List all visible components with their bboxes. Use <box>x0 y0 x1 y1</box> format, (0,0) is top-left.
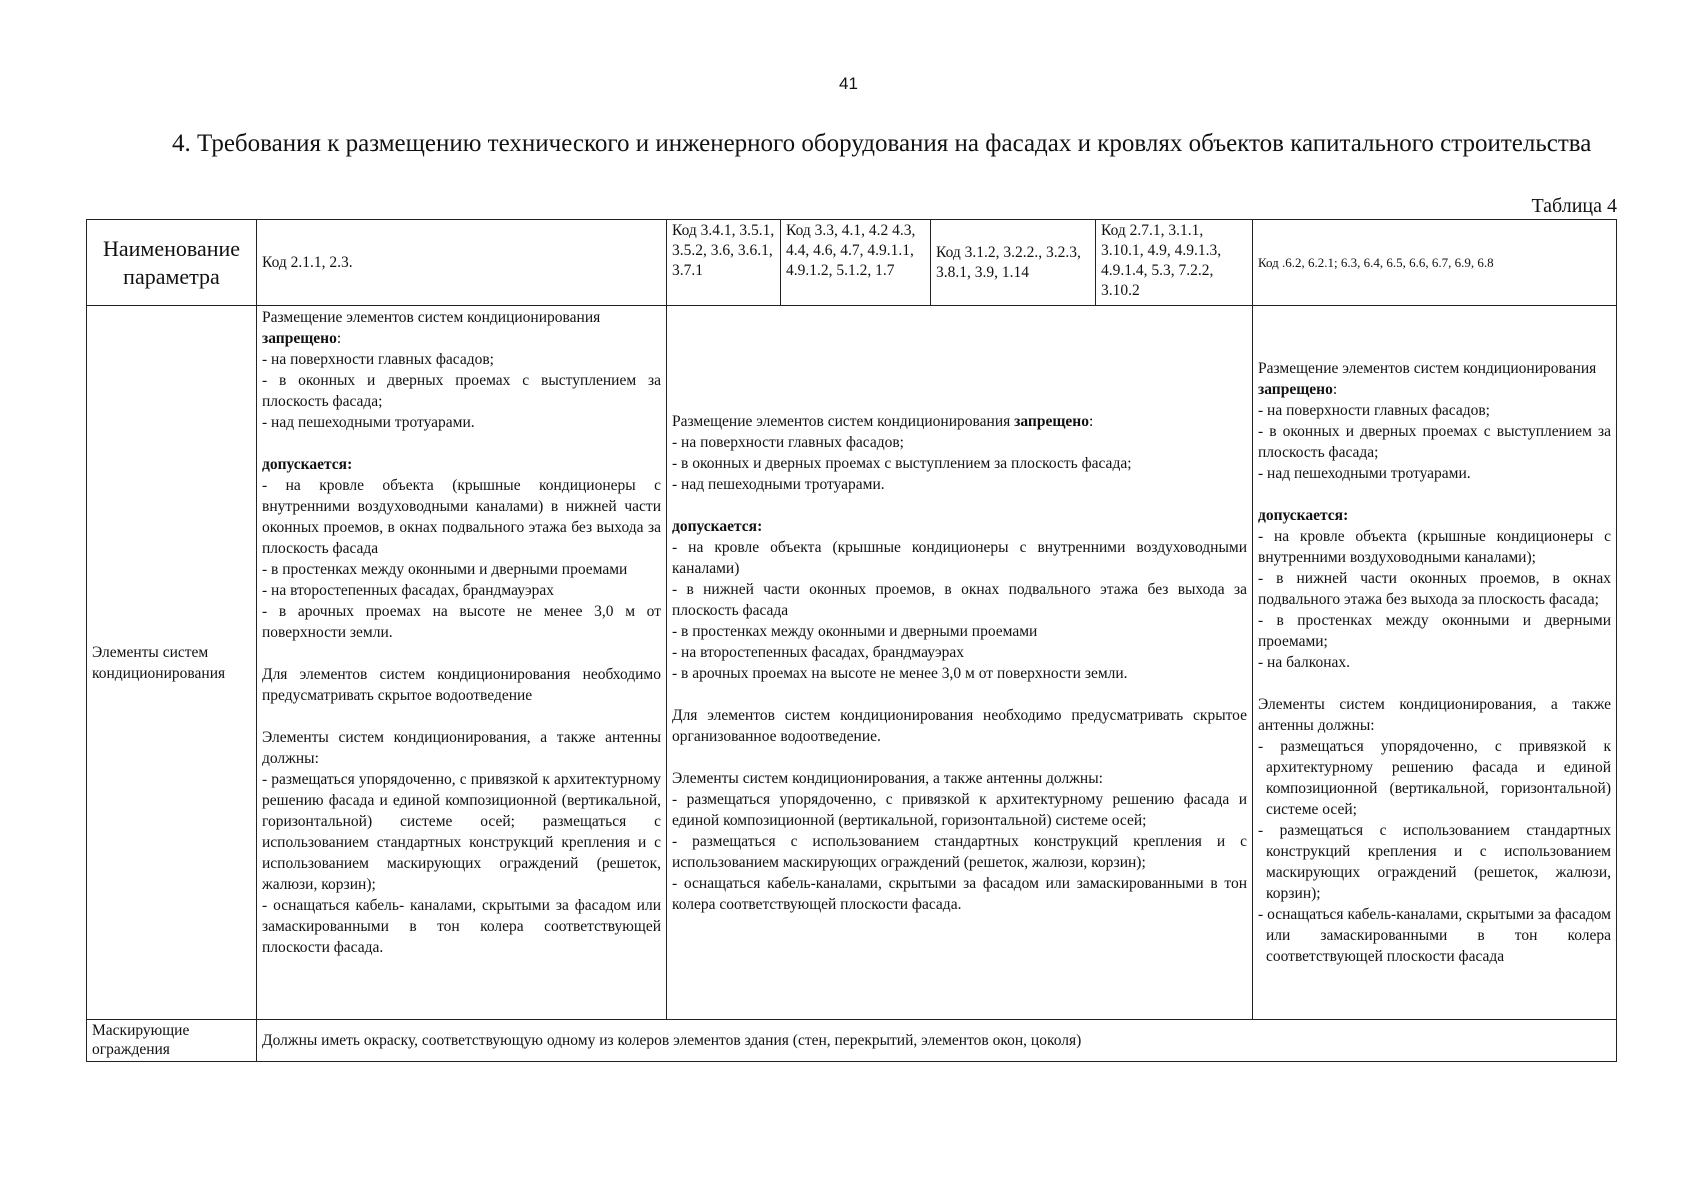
col1-allowed-item: - в простенках между оконными и дверными проемами <box>262 561 628 578</box>
col2-intro-text: Размещение элементов систем кондиционирования <box>672 412 1015 430</box>
col1-allowed-item: - на второстепенных фасадах, брандмауэрах <box>262 582 554 599</box>
col3-forbidden-word: запрещено <box>1258 381 1333 398</box>
table-caption: Таблица 4 <box>1531 195 1617 217</box>
col1-forbidden-item: - на поверхности главных фасадов; <box>262 351 494 368</box>
col2-forbidden-item: - на поверхности главных фасадов; <box>672 433 904 451</box>
col2-allowed-word: допускается: <box>672 517 763 535</box>
spacer <box>262 643 661 664</box>
spacer <box>262 433 661 454</box>
col1-forbidden-item: - в оконных и дверных проемах с выступлением за плоскость фасада; <box>262 372 661 410</box>
col1-allowed-word: допускается: <box>262 456 353 473</box>
col3-must-item: - оснащаться кабель-каналами, скрытыми за фасадом или замаскированными в тон колера соответствующей плоскости фасада <box>1258 906 1611 965</box>
col3-must-item: - размещаться упорядоченно, с привязкой к архитектурному решению фасада и единой композиционной (вертикальной, горизонтальной) системе осей; <box>1258 738 1611 818</box>
col1-allowed-item: - на кровле объекта (крышные кондиционеры с внутренними воздуховодными каналами) в нижней части оконных проемов, в окнах подвального этажа без выхода за плоскость фасада <box>262 477 661 557</box>
col3-allowed-item: - в нижней части оконных проемов, в окнах подвального этажа без выхода за плоскость фасада; <box>1258 570 1611 608</box>
col2-allowed-item: - на второстепенных фасадах, брандмауэрах <box>672 643 964 661</box>
header-code-col2: Код 3.4.1, 3.5.1, 3.5.2, 3.6, 3.6.1, 3.7.1 <box>667 220 781 306</box>
col2-allowed-item: - на кровле объекта (крышные кондиционеры с внутренними воздуховодными каналами) <box>672 538 1247 577</box>
col3-forbidden-item: - на поверхности главных фасадов; <box>1258 402 1490 419</box>
header-code-col6: Код .6.2, 6.2.1; 6.3, 6.4, 6.5, 6.6, 6.7, 6.9, 6.8 <box>1253 220 1617 306</box>
col2-forbidden-item: - в оконных и дверных проемах с выступлением за плоскость фасада; <box>672 454 1132 472</box>
col1-drainage: Для элементов систем кондиционирования необходимо предусматривать скрытое водоотведение <box>262 666 661 704</box>
requirements-col1 <box>257 306 667 1020</box>
section-heading: 4. Требования к размещению технического и инженерного оборудования на фасадах и кровлях объектов капитального строительства <box>172 130 1592 157</box>
col2-allowed-label <box>672 516 1247 537</box>
table-header-row <box>87 220 1617 306</box>
col2-must-item: - размещаться упорядоченно, с привязкой к архитектурному решению фасада и единой композиционной (вертикальной, горизонтальной) системе осей; <box>672 790 1247 829</box>
page-number: 41 <box>839 74 858 93</box>
row-air-conditioning <box>87 306 1617 1020</box>
spacer <box>262 706 661 727</box>
requirements-col2 <box>667 306 1253 1020</box>
col1-allowed-label <box>262 454 661 475</box>
requirements-table <box>86 219 1617 1062</box>
col3-forbidden-item: - над пешеходными тротуарами. <box>1258 465 1471 482</box>
col2-forbidden-colon: : <box>1088 412 1094 430</box>
col2-allowed-item: - в нижней части оконных проемов, в окнах подвального этажа без выхода за плоскость фасада <box>672 580 1247 619</box>
col2-must-label: Элементы систем кондиционирования, а также антенны должны: <box>672 769 1103 787</box>
col3-allowed-item: - в простенках между оконными и дверными проемами; <box>1258 612 1611 650</box>
header-code-col3: Код 3.3, 4.1, 4.2 4.3, 4.4, 4.6, 4.7, 4.9.1.1, 4.9.1.2, 5.1.2, 1.7 <box>781 220 931 306</box>
requirements-col3 <box>1253 306 1617 1020</box>
spacer <box>672 495 1247 516</box>
col3-forbidden-colon: : <box>1332 381 1338 398</box>
col1-intro: Размещение элементов систем кондиционирования <box>262 309 601 326</box>
col3-allowed-item: - на балконах. <box>1258 654 1351 671</box>
spacer <box>672 747 1247 768</box>
header-code-col4: Код 3.1.2, 3.2.2., 3.2.3, 3.8.1, 3.9, 1.14 <box>931 220 1096 306</box>
col2-must-item: - размещаться с использованием стандартных конструкций крепления и с использованием маскирующих ограждений (решеток, жалюзи, корзин); <box>672 832 1247 871</box>
col2-intro <box>672 411 1247 432</box>
masking-fences-text: Должны иметь окраску, соответствующую одному из колеров элементов здания (стен, перекрытий, элементов окон, цоколя) <box>257 1020 1617 1062</box>
row-label-masking-fences: Маскирующие ограждения <box>87 1020 257 1062</box>
col3-must-item: - размещаться с использованием стандартных конструкций крепления и с использованием маскирующих ограждений (решеток, жалюзи, корзин); <box>1258 822 1611 902</box>
col3-allowed-item: - на кровле объекта (крышные кондиционеры с внутренними воздуховодными каналами); <box>1258 528 1611 566</box>
col1-must-label: Элементы систем кондиционирования, а также антенны должны: <box>262 729 661 767</box>
col3-must-label: Элементы систем кондиционирования, а также антенны должны: <box>1258 696 1611 734</box>
col1-forbidden-item: - над пешеходными тротуарами. <box>262 414 475 431</box>
col1-allowed-item: - в арочных проемах на высоте не менее 3,0 м от поверхности земли. <box>262 603 661 641</box>
col3-forbidden-label <box>1258 379 1611 400</box>
col3-allowed-label <box>1258 505 1611 526</box>
header-param: Наименование параметра <box>87 220 257 306</box>
spacer <box>672 684 1247 705</box>
col1-must-item: - оснащаться кабель- каналами, скрытыми за фасадом или замаскированными в тон колера соответствующей плоскости фасада. <box>262 897 661 956</box>
header-code-col5: Код 2.7.1, 3.1.1, 3.10.1, 4.9, 4.9.1.3, 4.9.1.4, 5.3, 7.2.2, 3.10.2 <box>1096 220 1253 306</box>
spacer <box>1258 484 1611 505</box>
col1-forbidden-colon: : <box>336 330 342 347</box>
col2-allowed-item: - в арочных проемах на высоте не менее 3,0 м от поверхности земли. <box>672 664 1128 682</box>
col1-forbidden-label <box>262 328 661 349</box>
col2-drainage: Для элементов систем кондиционирования необходимо предусматривать скрытое организованное водоотведение. <box>672 706 1247 745</box>
col2-forbidden-word: запрещено <box>1014 412 1089 430</box>
col1-forbidden-word: запрещено <box>262 330 337 347</box>
col1-must-item: - размещаться упорядоченно, с привязкой к архитектурному решению фасада и единой композиционной (вертикальной, горизонтальной) системе осей; размещаться с использованием стандартных конструкций крепления и с использованием маскирующих ограждений (решеток, жалюзи, корзин); <box>262 771 661 893</box>
col2-must-item: - оснащаться кабель-каналами, скрытыми за фасадом или замаскированными в тон колера соответствующей плоскости фасада. <box>672 874 1247 913</box>
header-code-col1: Код 2.1.1, 2.3. <box>257 220 667 306</box>
col3-intro: Размещение элементов систем кондиционирования <box>1258 360 1597 377</box>
col3-allowed-word: допускается: <box>1258 507 1349 524</box>
row-label-air-conditioning: Элементы систем кондиционирования <box>87 306 257 1020</box>
col2-forbidden-item: - над пешеходными тротуарами. <box>672 475 885 493</box>
spacer <box>1258 673 1611 694</box>
col3-forbidden-item: - в оконных и дверных проемах с выступлением за плоскость фасада; <box>1258 423 1611 461</box>
col2-allowed-item: - в простенках между оконными и дверными проемами <box>672 622 1038 640</box>
row-masking-fences <box>87 1020 1617 1062</box>
